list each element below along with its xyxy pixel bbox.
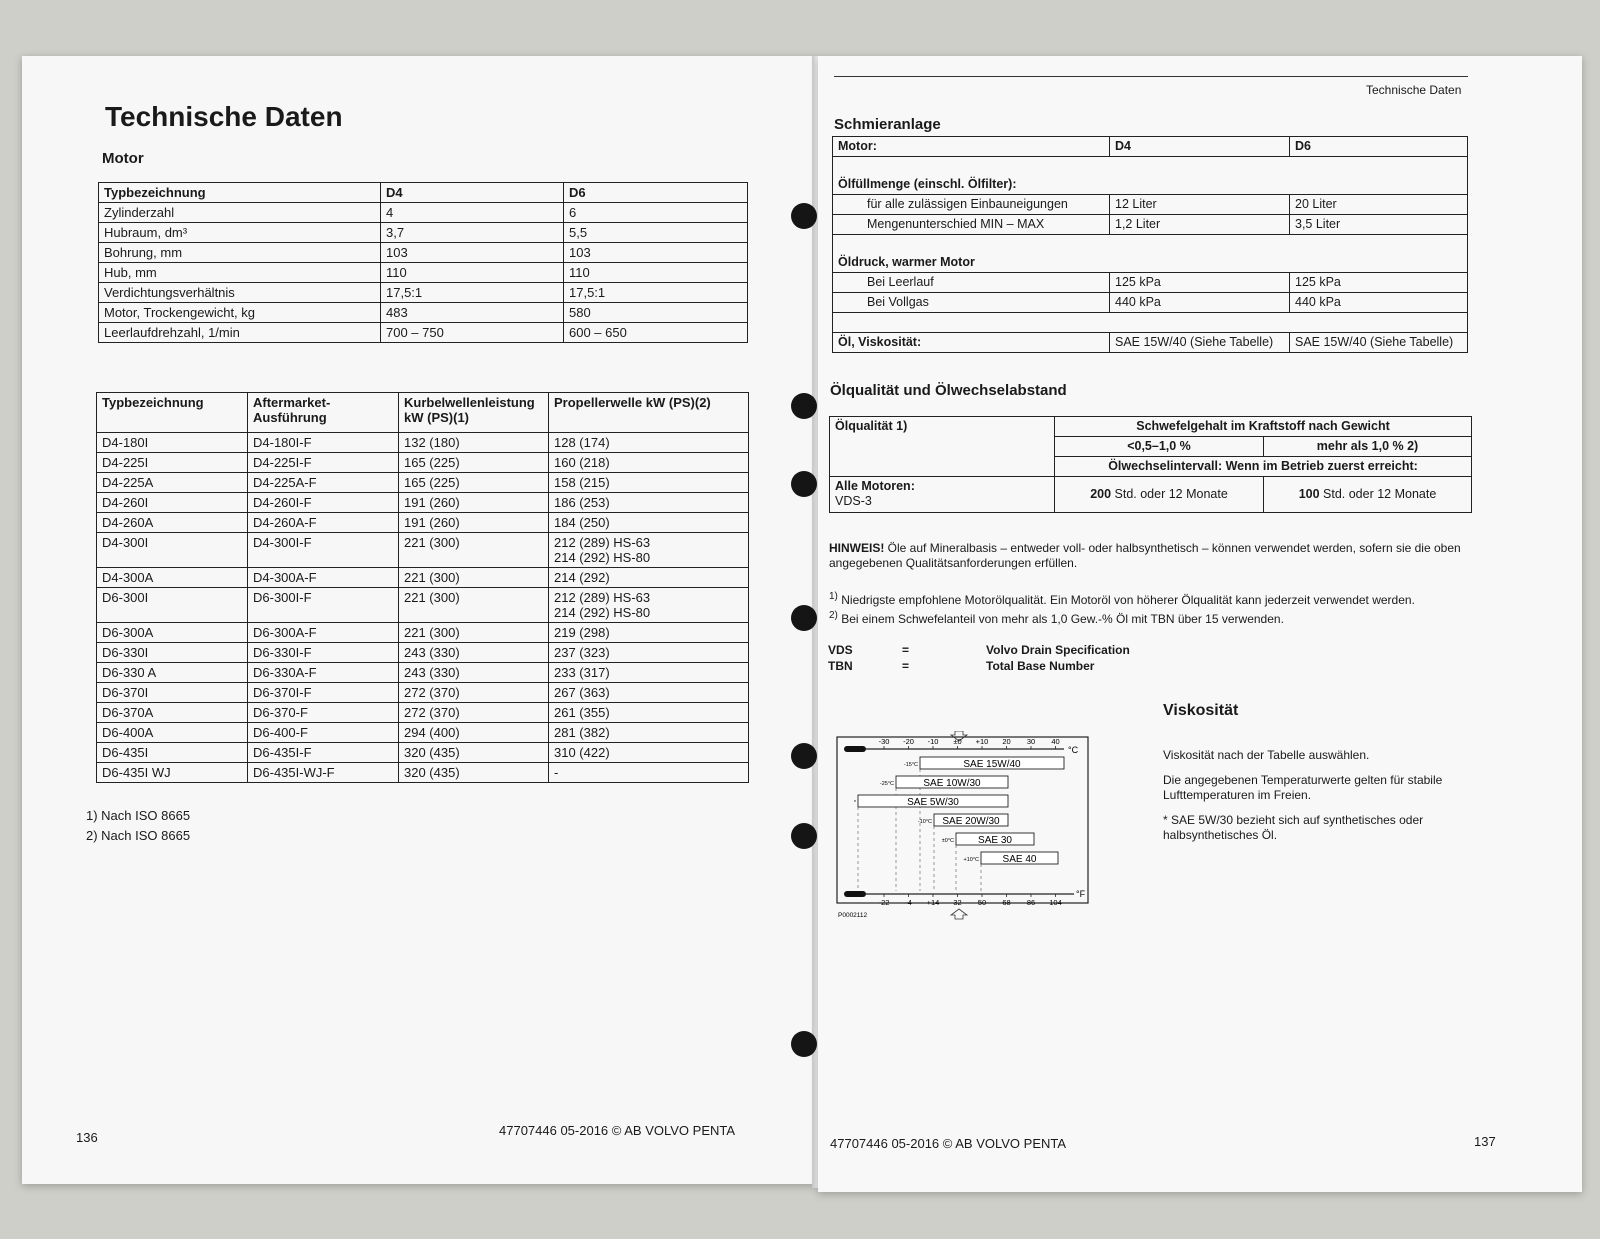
table-header: Kurbelwellenleistung kW (PS)(1) bbox=[399, 393, 549, 433]
power-cell: D6-370A bbox=[97, 703, 248, 723]
table-row bbox=[97, 588, 749, 623]
copyright: 47707446 05-2016 © AB VOLVO PENTA bbox=[830, 1136, 1067, 1151]
lube-table bbox=[832, 136, 1468, 353]
power-cell: D4-300A bbox=[97, 568, 248, 588]
fill-row-label: für alle zulässigen Einbauneigungen bbox=[833, 195, 1110, 215]
celsius-tick-label: -20 bbox=[903, 737, 914, 746]
footnote: 2) Nach ISO 8665 bbox=[86, 828, 191, 843]
section-heading-quality: Ölqualität und Ölwechselabstand bbox=[830, 382, 1067, 399]
power-cell: 212 (289) HS-63 214 (292) HS-80 bbox=[549, 588, 749, 623]
power-cell: D6-370I bbox=[97, 683, 248, 703]
table-row bbox=[99, 223, 748, 243]
abbr-eq: = bbox=[902, 643, 910, 657]
pressure-row-d4: 440 kPa bbox=[1110, 293, 1290, 313]
pressure-row-label: Bei Leerlauf bbox=[833, 273, 1110, 293]
power-cell: D4-180I bbox=[97, 433, 248, 453]
diagram-code: P0002112 bbox=[838, 912, 868, 919]
celsius-tick-label: -30 bbox=[878, 737, 890, 746]
table-row bbox=[97, 763, 749, 783]
table-row bbox=[99, 323, 748, 343]
sulfur-header: Schwefelgehalt im Kraftstoff nach Gewicht bbox=[1055, 417, 1472, 437]
quality-table bbox=[829, 416, 1472, 513]
power-cell: 132 (180) bbox=[399, 433, 549, 453]
power-cell: D6-300I bbox=[97, 588, 248, 623]
abbr-meaning: Total Base Number bbox=[986, 659, 1095, 673]
viscosity-text bbox=[1163, 748, 1468, 843]
viscosity-d4: SAE 15W/40 (Siehe Tabelle) bbox=[1110, 333, 1290, 353]
motor-cell: 483 bbox=[381, 303, 564, 323]
celsius-tick-label: 30 bbox=[1026, 737, 1036, 746]
thermometer-icon bbox=[844, 891, 866, 897]
power-cell: 165 (225) bbox=[399, 473, 549, 493]
viscosity-band-label: SAE 40 bbox=[1002, 854, 1037, 865]
power-cell: 184 (250) bbox=[549, 513, 749, 533]
viscosity-band-start: -15°C bbox=[903, 762, 918, 768]
abbreviation-row bbox=[828, 658, 1130, 674]
pressure-row-d6: 125 kPa bbox=[1290, 273, 1468, 293]
power-cell: D4-260I bbox=[97, 493, 248, 513]
table-header: Typbezeichnung bbox=[99, 183, 381, 203]
fahrenheit-tick-label: 86 bbox=[1026, 898, 1036, 907]
power-cell: D6-330 A bbox=[97, 663, 248, 683]
viscosity-band-start: -25°C bbox=[879, 781, 894, 787]
table-row bbox=[97, 513, 749, 533]
table-row bbox=[97, 643, 749, 663]
sulfur-high: mehr als 1,0 % 2) bbox=[1264, 437, 1472, 457]
fahrenheit-unit: °F bbox=[1076, 889, 1086, 899]
punch-hole bbox=[791, 1031, 817, 1057]
table-header: D4 bbox=[381, 183, 564, 203]
running-header: Technische Daten bbox=[1366, 83, 1462, 97]
fahrenheit-tick-label: 104 bbox=[1049, 898, 1062, 907]
power-cell: 243 (330) bbox=[399, 643, 549, 663]
celsius-tick-label: 20 bbox=[1002, 737, 1011, 746]
celsius-tick-label: ±0 bbox=[953, 737, 962, 746]
celsius-tick-label: +10 bbox=[975, 737, 989, 746]
interval-high-hours: 100 bbox=[1298, 487, 1320, 501]
motor-label: Motor: bbox=[833, 137, 1110, 157]
motor-table bbox=[98, 182, 748, 343]
col-d6: D6 bbox=[1290, 137, 1468, 157]
power-cell: 272 (370) bbox=[399, 683, 549, 703]
pressure-row-d4: 125 kPa bbox=[1110, 273, 1290, 293]
viscosity-band-start: * bbox=[853, 800, 856, 806]
motor-cell: Zylinderzahl bbox=[99, 203, 381, 223]
table-row bbox=[99, 283, 748, 303]
vds-label: VDS-3 bbox=[835, 494, 872, 508]
motor-cell: 103 bbox=[381, 243, 564, 263]
table-row bbox=[97, 453, 749, 473]
celsius-tick-label: -10 bbox=[927, 737, 939, 746]
table-row bbox=[99, 243, 748, 263]
motor-cell: 103 bbox=[564, 243, 748, 263]
motor-cell: Motor, Trockengewicht, kg bbox=[99, 303, 381, 323]
power-cell: - bbox=[549, 763, 749, 783]
power-cell: 221 (300) bbox=[399, 533, 549, 568]
power-cell: D6-300I-F bbox=[248, 588, 399, 623]
power-cell: D4-180I-F bbox=[248, 433, 399, 453]
quality-label: Ölqualität 1) bbox=[830, 417, 1055, 477]
viscosity-band-start: -10°C bbox=[917, 819, 932, 825]
motor-cell: 6 bbox=[564, 203, 748, 223]
power-cell: D6-330A-F bbox=[248, 663, 399, 683]
section-heading-lube: Schmieranlage bbox=[834, 116, 941, 133]
motor-cell: 110 bbox=[381, 263, 564, 283]
viscosity-band-label: SAE 15W/40 bbox=[963, 759, 1021, 770]
motor-cell: 17,5:1 bbox=[564, 283, 748, 303]
punch-hole bbox=[791, 605, 817, 631]
interval-high bbox=[1264, 477, 1472, 513]
fahrenheit-tick-label: -4 bbox=[905, 898, 912, 907]
power-cell: 214 (292) bbox=[549, 568, 749, 588]
power-cell: D4-260A bbox=[97, 513, 248, 533]
power-cell: D6-330I-F bbox=[248, 643, 399, 663]
all-motors-label: Alle Motoren: bbox=[835, 479, 915, 493]
viscosity-paragraph: Die angegebenen Temperaturwerte gelten für stabile Lufttemperaturen im Freien. bbox=[1163, 773, 1443, 802]
header-rule bbox=[834, 76, 1468, 77]
power-cell: D4-225A bbox=[97, 473, 248, 493]
motor-cell: 580 bbox=[564, 303, 748, 323]
motor-cell: 600 – 650 bbox=[564, 323, 748, 343]
celsius-unit: °C bbox=[1068, 745, 1079, 755]
power-cell: 128 (174) bbox=[549, 433, 749, 453]
pressure-row-d6: 440 kPa bbox=[1290, 293, 1468, 313]
abbr: TBN bbox=[828, 659, 853, 673]
punch-hole bbox=[791, 393, 817, 419]
motor-cell: Hubraum, dm³ bbox=[99, 223, 381, 243]
power-cell: 221 (300) bbox=[399, 568, 549, 588]
fahrenheit-tick-label: 50 bbox=[977, 898, 987, 907]
table-row bbox=[99, 263, 748, 283]
section-heading-motor: Motor bbox=[102, 150, 144, 167]
motor-cell: Hub, mm bbox=[99, 263, 381, 283]
footnote-2-text: Bei einem Schwefelanteil von mehr als 1,0 Gew.-% Öl mit TBN über 15 verwenden. bbox=[841, 612, 1284, 626]
table-header: Typbezeichnung bbox=[97, 393, 248, 433]
power-cell: 212 (289) HS-63 214 (292) HS-80 bbox=[549, 533, 749, 568]
power-cell: 281 (382) bbox=[549, 723, 749, 743]
pressure-label: Öldruck, warmer Motor bbox=[833, 235, 1468, 273]
viscosity-diagram bbox=[836, 731, 1090, 921]
fahrenheit-tick-label: 68 bbox=[1002, 898, 1011, 907]
power-cell: D4-300A-F bbox=[248, 568, 399, 588]
copyright: 47707446 05-2016 © AB VOLVO PENTA bbox=[499, 1123, 736, 1138]
interval-low bbox=[1055, 477, 1264, 513]
power-cell: 267 (363) bbox=[549, 683, 749, 703]
note-text: Öle auf Mineralbasis – entweder voll- oder halbsynthetisch – können verwendet werden, sofern sie die oben angegebenen Qualitätsanforderungen erfüllen. bbox=[829, 541, 1461, 570]
footnote: 1) Nach ISO 8665 bbox=[86, 808, 191, 823]
power-cell: 320 (435) bbox=[399, 763, 549, 783]
power-table bbox=[96, 392, 749, 783]
fill-row-d4: 1,2 Liter bbox=[1110, 215, 1290, 235]
power-cell: D6-435I-F bbox=[248, 743, 399, 763]
table-row bbox=[97, 493, 749, 513]
table-header: Propellerwelle kW (PS)(2) bbox=[549, 393, 749, 433]
fill-row-d4: 12 Liter bbox=[1110, 195, 1290, 215]
page-number: 136 bbox=[76, 1130, 98, 1145]
power-cell: 233 (317) bbox=[549, 663, 749, 683]
fill-row-label: Mengenunterschied MIN – MAX bbox=[833, 215, 1110, 235]
thermometer-icon bbox=[844, 746, 866, 752]
arrow-up-icon bbox=[951, 909, 967, 919]
table-row bbox=[97, 703, 749, 723]
table-row bbox=[99, 303, 748, 323]
power-cell: D6-435I WJ bbox=[97, 763, 248, 783]
power-cell: D4-225I-F bbox=[248, 453, 399, 473]
fill-label: Ölfüllmenge (einschl. Ölfilter): bbox=[833, 157, 1468, 195]
fahrenheit-tick-label: -22 bbox=[878, 898, 890, 907]
table-row bbox=[99, 203, 748, 223]
interval-high-text: Std. oder 12 Monate bbox=[1319, 487, 1437, 501]
abbr-meaning: Volvo Drain Specification bbox=[986, 643, 1130, 657]
power-cell: 237 (323) bbox=[549, 643, 749, 663]
right-page bbox=[818, 56, 1582, 1192]
viscosity-band-label: SAE 5W/30 bbox=[907, 797, 959, 808]
power-cell: 221 (300) bbox=[399, 588, 549, 623]
table-row bbox=[97, 623, 749, 643]
abbreviation-list bbox=[828, 642, 1130, 674]
motor-cell: 5,5 bbox=[564, 223, 748, 243]
motor-cell: 3,7 bbox=[381, 223, 564, 243]
fahrenheit-tick-label: +14 bbox=[926, 898, 940, 907]
power-cell: 294 (400) bbox=[399, 723, 549, 743]
note-label: HINWEIS! bbox=[829, 541, 885, 555]
footnotes bbox=[86, 806, 190, 846]
power-cell: 165 (225) bbox=[399, 453, 549, 473]
punch-hole bbox=[791, 203, 817, 229]
motor-cell: Leerlaufdrehzahl, 1/min bbox=[99, 323, 381, 343]
power-cell: 191 (260) bbox=[399, 493, 549, 513]
interval-low-hours: 200 bbox=[1090, 487, 1112, 501]
power-cell: D4-260A-F bbox=[248, 513, 399, 533]
punch-hole bbox=[791, 823, 817, 849]
table-header: D6 bbox=[564, 183, 748, 203]
motor-cell: 110 bbox=[564, 263, 748, 283]
motor-cell: Verdichtungsverhältnis bbox=[99, 283, 381, 303]
power-cell: 158 (215) bbox=[549, 473, 749, 493]
sulfur-low: <0,5–1,0 % bbox=[1055, 437, 1264, 457]
viscosity-d6: SAE 15W/40 (Siehe Tabelle) bbox=[1290, 333, 1468, 353]
page-title: Technische Daten bbox=[105, 101, 343, 132]
power-cell: D6-435I bbox=[97, 743, 248, 763]
viscosity-band-label: SAE 10W/30 bbox=[923, 778, 981, 789]
motor-cell: 4 bbox=[381, 203, 564, 223]
motor-cell: Bohrung, mm bbox=[99, 243, 381, 263]
spacer-row bbox=[833, 313, 1468, 333]
power-cell: 310 (422) bbox=[549, 743, 749, 763]
power-cell: D4-225A-F bbox=[248, 473, 399, 493]
power-cell: D4-260I-F bbox=[248, 493, 399, 513]
table-row bbox=[97, 473, 749, 493]
viscosity-label: Öl, Viskosität: bbox=[833, 333, 1110, 353]
viscosity-paragraph: * SAE 5W/30 bezieht sich auf synthetisches oder halbsynthetisches Öl. bbox=[1163, 813, 1424, 842]
interval-header: Ölwechselintervall: Wenn im Betrieb zuerst erreicht: bbox=[1055, 457, 1472, 477]
power-cell: 160 (218) bbox=[549, 453, 749, 473]
table-row bbox=[97, 663, 749, 683]
table-row bbox=[97, 743, 749, 763]
power-cell: D4-300I bbox=[97, 533, 248, 568]
motor-cell: 700 – 750 bbox=[381, 323, 564, 343]
punch-hole bbox=[791, 471, 817, 497]
footnote-2: $^{2)}$ Bei einem Schwefelanteil von mehr als 1,0 Gew.-% Öl mit TBN über 15 verwenden. bbox=[829, 610, 1284, 626]
all-motors-cell bbox=[830, 477, 1055, 513]
table-row bbox=[97, 568, 749, 588]
viscosity-band-label: SAE 20W/30 bbox=[942, 816, 1000, 827]
viscosity-band-label: SAE 30 bbox=[978, 835, 1012, 846]
power-cell: D6-435I-WJ-F bbox=[248, 763, 399, 783]
power-cell: 272 (370) bbox=[399, 703, 549, 723]
power-cell: 219 (298) bbox=[549, 623, 749, 643]
footnote-1: $^{1)}$ Niedrigste empfohlene Motorölqualität. Ein Motoröl von höherer Ölqualität kann jederzeit verwendet werden. bbox=[829, 591, 1415, 607]
motor-cell: 17,5:1 bbox=[381, 283, 564, 303]
power-cell: 191 (260) bbox=[399, 513, 549, 533]
celsius-tick-label: 40 bbox=[1051, 737, 1060, 746]
punch-hole bbox=[791, 743, 817, 769]
table-row bbox=[97, 723, 749, 743]
fill-row-d6: 20 Liter bbox=[1290, 195, 1468, 215]
power-cell: 261 (355) bbox=[549, 703, 749, 723]
left-page bbox=[22, 56, 817, 1184]
viscosity-band-start: +10°C bbox=[963, 857, 979, 863]
power-cell: 221 (300) bbox=[399, 623, 549, 643]
footnote-1-text: Niedrigste empfohlene Motorölqualität. Ein Motoröl von höherer Ölqualität kann jederzeit verwendet werden. bbox=[841, 593, 1415, 607]
power-cell: D4-225I bbox=[97, 453, 248, 473]
power-cell: D4-300I-F bbox=[248, 533, 399, 568]
page-number: 137 bbox=[1474, 1134, 1496, 1149]
table-row bbox=[97, 683, 749, 703]
power-cell: D6-370I-F bbox=[248, 683, 399, 703]
abbr: VDS bbox=[828, 643, 853, 657]
viscosity-paragraph: Viskosität nach der Tabelle auswählen. bbox=[1163, 748, 1370, 762]
power-cell: 243 (330) bbox=[399, 663, 549, 683]
note bbox=[829, 541, 1469, 571]
power-cell: D6-330I bbox=[97, 643, 248, 663]
section-heading-viscosity: Viskosität bbox=[1163, 702, 1239, 719]
table-row bbox=[97, 533, 749, 568]
power-cell: D6-300A bbox=[97, 623, 248, 643]
power-cell: 186 (253) bbox=[549, 493, 749, 513]
fill-row-d6: 3,5 Liter bbox=[1290, 215, 1468, 235]
power-cell: 320 (435) bbox=[399, 743, 549, 763]
viscosity-band-start: ±0°C bbox=[941, 838, 954, 844]
power-cell: D6-370-F bbox=[248, 703, 399, 723]
power-cell: D6-400A bbox=[97, 723, 248, 743]
table-row bbox=[97, 433, 749, 453]
table-header: Aftermarket- Ausführung bbox=[248, 393, 399, 433]
abbr-eq: = bbox=[902, 659, 910, 673]
interval-low-text: Std. oder 12 Monate bbox=[1111, 487, 1228, 501]
power-cell: D6-400-F bbox=[248, 723, 399, 743]
col-d4: D4 bbox=[1110, 137, 1290, 157]
power-cell: D6-300A-F bbox=[248, 623, 399, 643]
abbreviation-row bbox=[828, 642, 1130, 658]
fahrenheit-tick-label: 32 bbox=[953, 898, 962, 907]
footnotes-right bbox=[829, 589, 1479, 627]
pressure-row-label: Bei Vollgas bbox=[833, 293, 1110, 313]
